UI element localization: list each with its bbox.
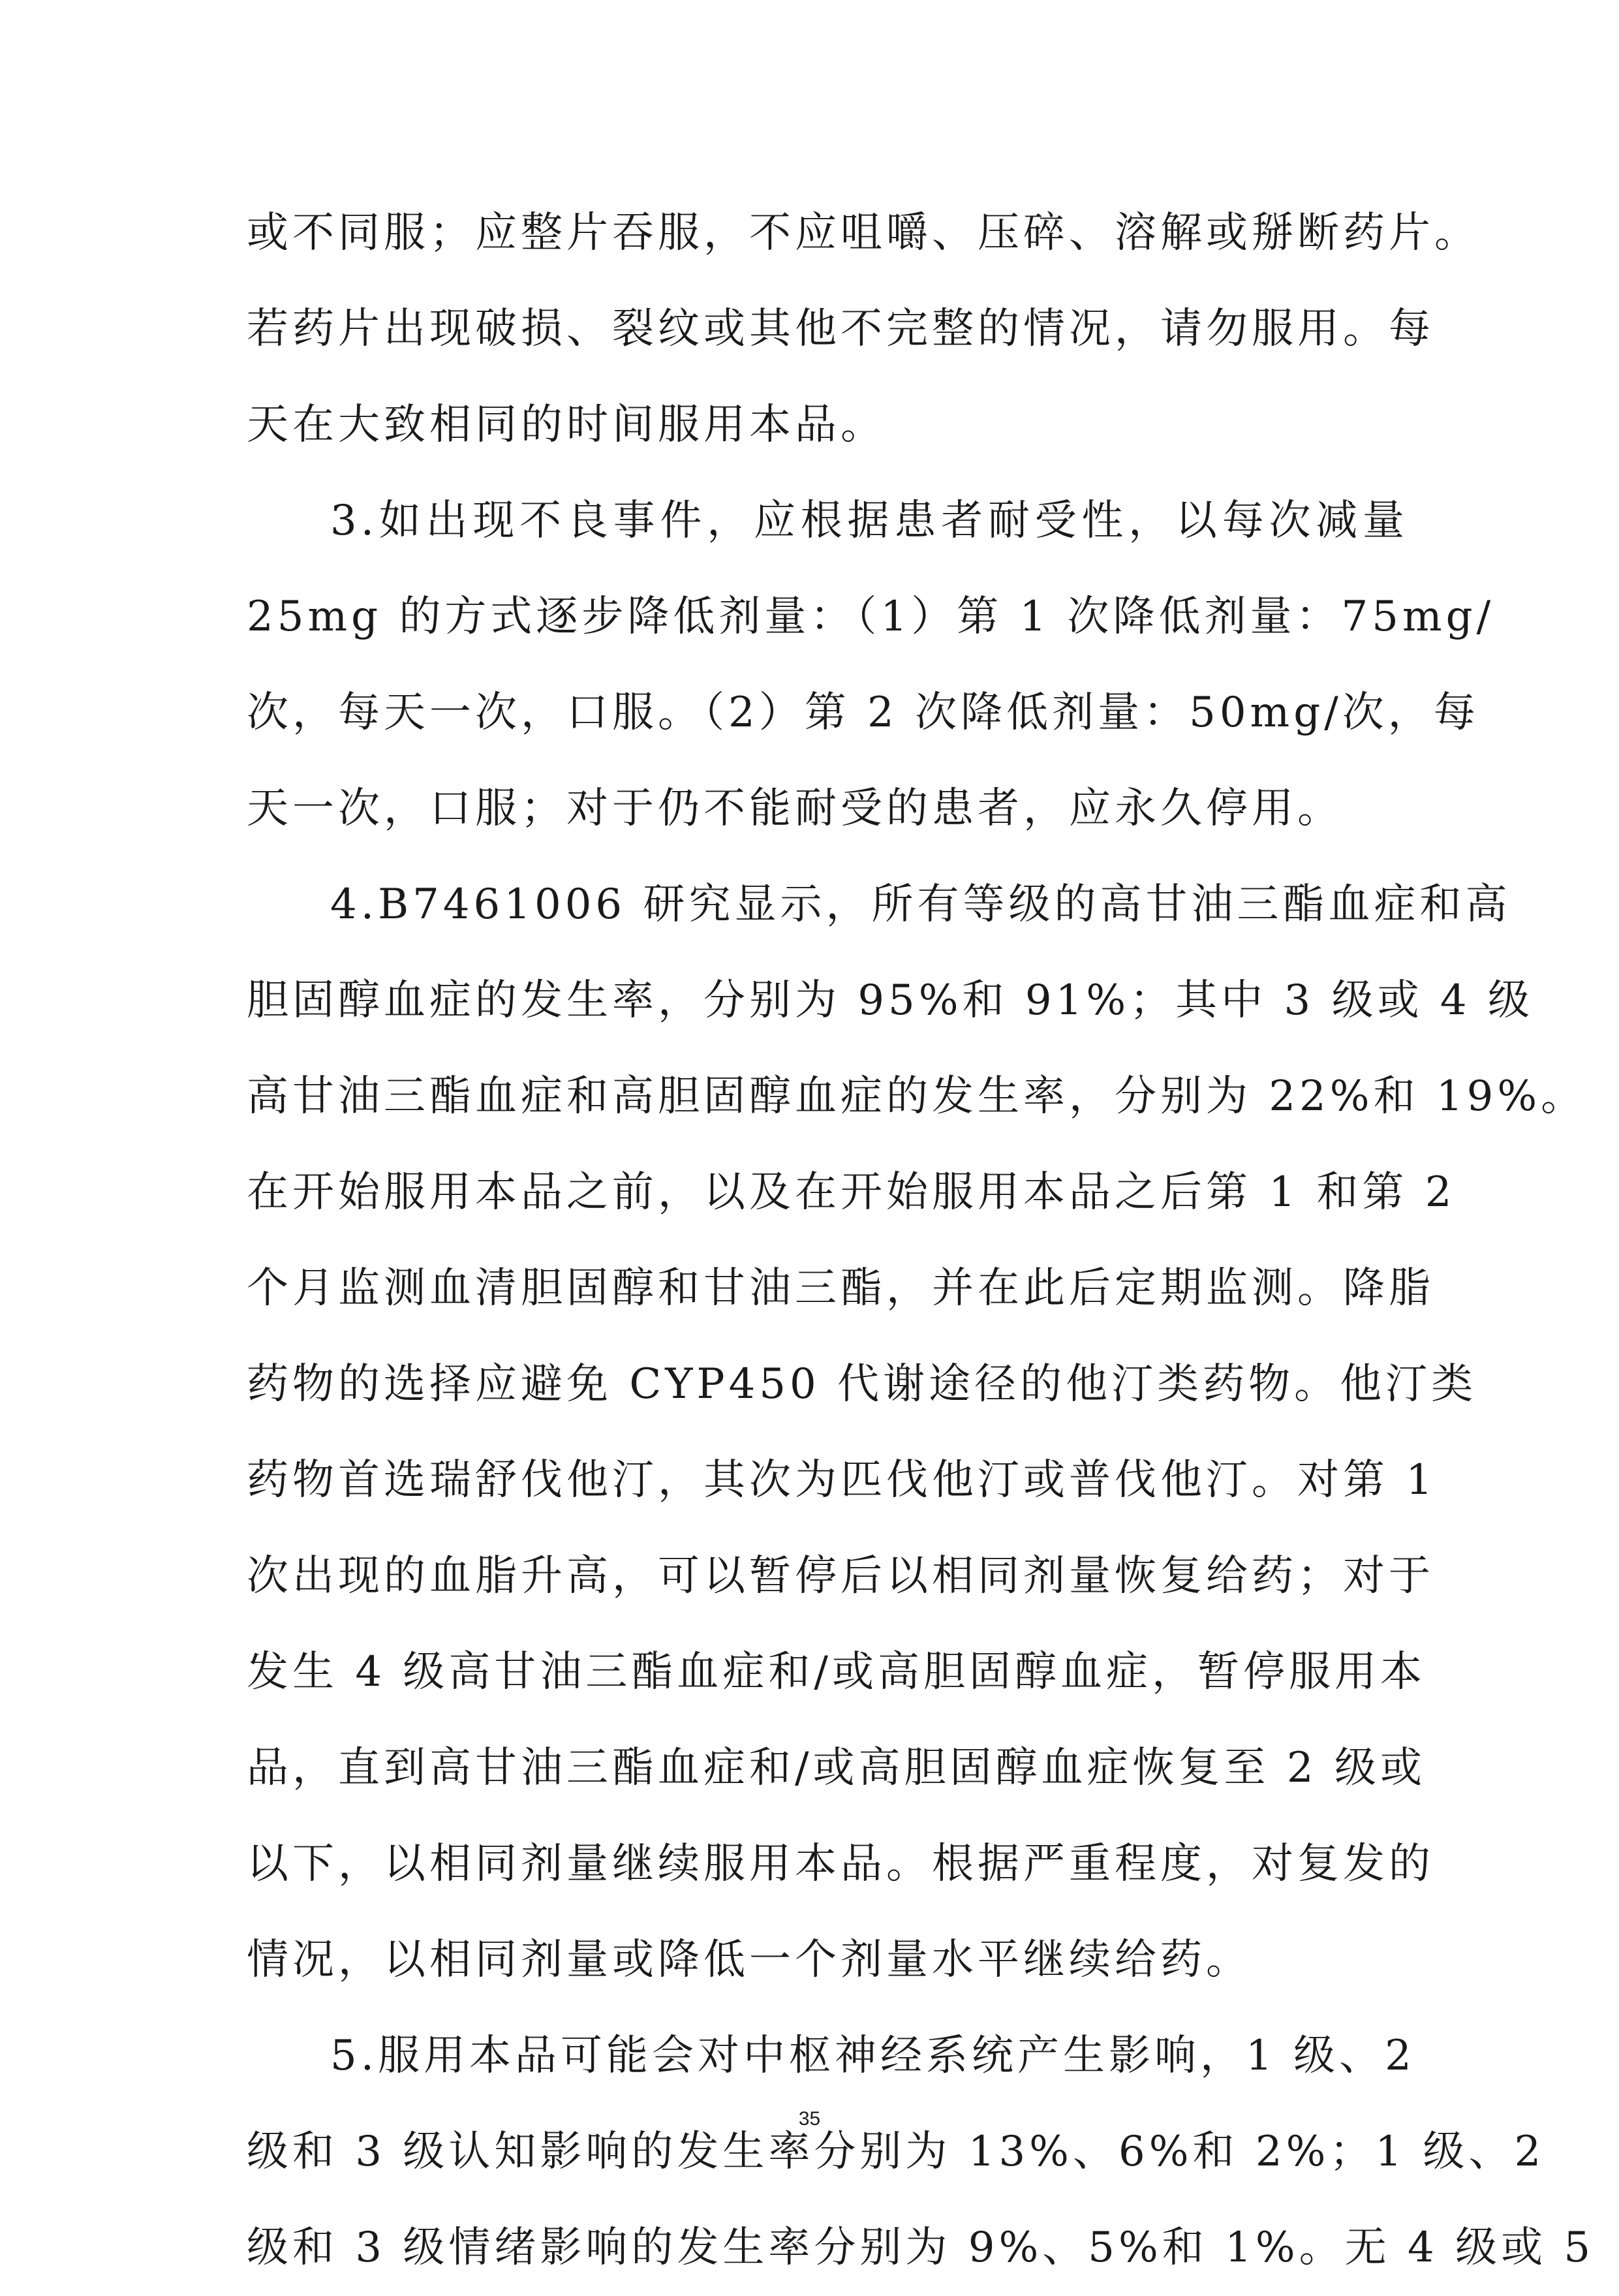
body-text xyxy=(247,185,1595,2296)
text-line: 天一次，口服；对于仍不能耐受的患者，应永久停用。 xyxy=(247,784,1343,833)
text-line: 胆固醇血症的发生率，分别为 95%和 91%；其中 3 级或 4 级 xyxy=(247,976,1534,1025)
text-line: 天在大致相同的时间服用本品。 xyxy=(247,401,886,449)
text-line: 级和 3 级情绪影响的发生率分别为 9%、5%和 1%。无 4 级或 5 xyxy=(247,2224,1595,2272)
text-line: 25mg 的方式逐步降低剂量：（1）第 1 次降低剂量：75mg/ xyxy=(247,593,1495,641)
text-line: 次，每天一次，口服。（2）第 2 次降低剂量：50mg/次，每 xyxy=(247,689,1479,737)
text-line: 以下，以相同剂量继续服用本品。根据严重程度，对复发的 xyxy=(247,1840,1434,1888)
text-line: 药物首选瑞舒伐他汀，其次为匹伐他汀或普伐他汀。对第 1 xyxy=(247,1456,1437,1504)
text-line: 3.如出现不良事件，应根据患者耐受性，以每次减量 xyxy=(330,497,1408,545)
text-line: 品，直到高甘油三酯血症和/或高胆固醇血症恢复至 2 级或 xyxy=(247,1744,1426,1792)
text-line: 个月监测血清胆固醇和甘油三酯，并在此后定期监测。降脂 xyxy=(247,1264,1434,1312)
text-line: 在开始服用本品之前，以及在开始服用本品之后第 1 和第 2 xyxy=(247,1168,1456,1217)
text-line: 次出现的血脂升高，可以暂停后以相同剂量恢复给药；对于 xyxy=(247,1552,1434,1600)
text-line: 若药片出现破损、裂纹或其他不完整的情况，请勿服用。每 xyxy=(247,305,1434,353)
text-line: 药物的选择应避免 CYP450 代谢途径的他汀类药物。他汀类 xyxy=(247,1360,1477,1408)
text-line: 5.服用本品可能会对中枢神经系统产生影响，1 级、2 xyxy=(330,2032,1415,2080)
text-line: 4.B7461006 研究显示，所有等级的高甘油三酯血症和高 xyxy=(330,880,1511,929)
text-line: 高甘油三酯血症和高胆固醇血症的发生率，分别为 22%和 19%。 xyxy=(247,1072,1587,1121)
text-line: 情况，以相同剂量或降低一个剂量水平继续给药。 xyxy=(247,1936,1252,1984)
page-number: 35 xyxy=(798,2108,821,2130)
text-line: 发生 4 级高甘油三酯血症和/或高胆固醇血症，暂停服用本 xyxy=(247,1648,1426,1696)
text-line: 或不同服；应整片吞服，不应咀嚼、压碎、溶解或掰断药片。 xyxy=(247,209,1480,257)
text-line: 级和 3 级认知影响的发生率分别为 13%、6%和 2%；1 级、2 xyxy=(247,2128,1545,2176)
